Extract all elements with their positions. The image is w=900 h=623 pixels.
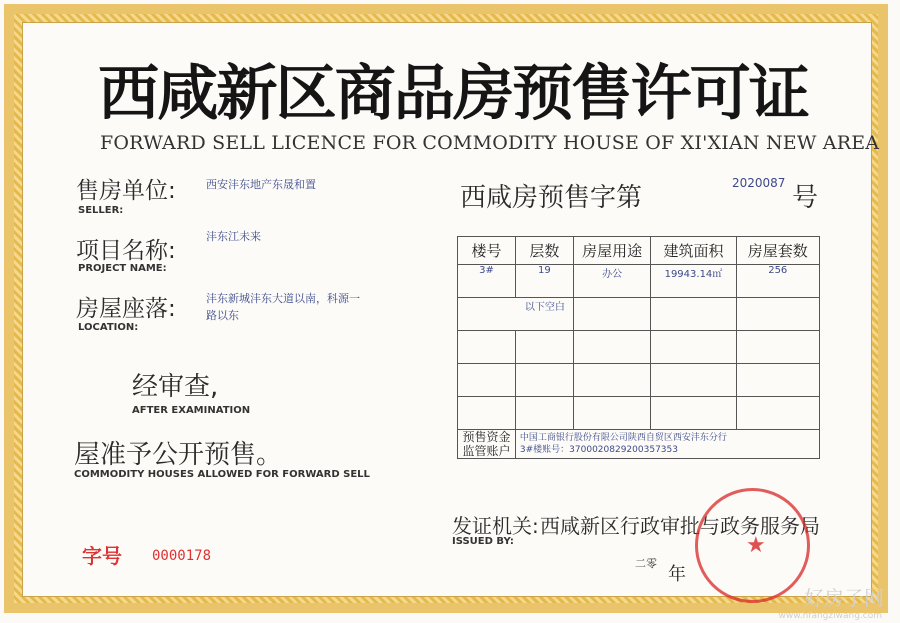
location-value-line2: 路以东 (206, 309, 239, 322)
date-year-char: 年 (668, 564, 686, 585)
table-cell-blank-note: 以下空白 (458, 298, 574, 331)
serial-number: 0000178 (152, 548, 212, 564)
table-header-row (458, 237, 820, 265)
certificate-subtitle: FORWARD SELL LICENCE FOR COMMODITY HOUSE OF XI'XIAN NEW AREA (100, 132, 880, 154)
fund-account-value (515, 430, 819, 459)
table-cell (458, 397, 516, 430)
table-header: 房屋用途 (573, 237, 651, 265)
fund-account-bank: 中国工商银行股份有限公司陕西自贸区西安沣东分行 (519, 433, 727, 443)
table-cell (515, 331, 573, 364)
issuer-label: 发证机关: (452, 514, 539, 538)
seller-value: 西安沣东地产东晟和置 (206, 178, 316, 191)
seller-label-en: SELLER: (78, 205, 124, 216)
project-value: 沣东江未来 (206, 230, 261, 243)
examination-label-en: AFTER EXAMINATION (132, 405, 251, 416)
location-label-en: LOCATION: (78, 322, 139, 333)
watermark-url: www.hfangziwang.com (778, 611, 882, 621)
building-table (457, 236, 820, 459)
table-cell (651, 397, 736, 430)
table-cell (458, 364, 516, 397)
table-header: 层数 (515, 237, 573, 265)
location-value-line1: 沣东新城沣东大道以南，科源一 (206, 292, 360, 305)
table-cell (573, 397, 651, 430)
location-label: 房屋座落: (76, 296, 176, 322)
certificate-title: 西咸新区商品房预售许可证 (98, 59, 808, 129)
permit-prefix: 西咸房预售字第 (460, 183, 643, 213)
project-label-en: PROJECT NAME: (78, 263, 167, 274)
table-cell (458, 331, 516, 364)
fund-account-number: 3#楼账号：3700020829200357353 (519, 445, 678, 455)
table-cell (651, 298, 736, 331)
table-cell (736, 331, 820, 364)
approval-prefix: 屋 (74, 440, 101, 470)
project-label: 项目名称: (76, 238, 176, 264)
fund-account-label: 预售资金监管账户 (458, 430, 516, 459)
table-header: 楼号 (458, 237, 516, 265)
table-row (458, 331, 820, 364)
table-cell (573, 364, 651, 397)
table-cell: 3# (458, 265, 516, 298)
table-cell (736, 364, 820, 397)
table-cell (736, 298, 820, 331)
table-cell (736, 397, 820, 430)
table-cell (515, 397, 573, 430)
table-row (458, 265, 820, 298)
table-cell: 19943.14㎡ (651, 265, 736, 298)
table-cell (651, 331, 736, 364)
table-cell: 办公 (573, 265, 651, 298)
table-cell (573, 331, 651, 364)
permit-number: 2020087 (732, 176, 786, 190)
issuer-value: 西咸新区行政审批与政务服务局 (540, 514, 820, 538)
issuer-label-en: ISSUED BY: (452, 536, 514, 547)
official-seal (695, 488, 810, 603)
approval-label-en: COMMODITY HOUSES ALLOWED FOR FORWARD SELL (74, 469, 370, 480)
table-cell: 256 (736, 265, 820, 298)
table-cell (515, 364, 573, 397)
table-row (458, 397, 820, 430)
table-header: 房屋套数 (736, 237, 820, 265)
table-header: 建筑面积 (651, 237, 736, 265)
examination-label: 经审查, (132, 372, 219, 402)
fund-row (458, 430, 820, 459)
table-cell (573, 298, 651, 331)
approval-label: 准予公开预售。 (100, 440, 283, 470)
table-cell: 19 (515, 265, 573, 298)
seller-label: 售房单位: (76, 178, 176, 204)
serial-label: 字号 (82, 544, 122, 568)
watermark-text: 好房子网 (804, 586, 884, 610)
table-row (458, 364, 820, 397)
seal-star-icon: ★ (746, 533, 766, 558)
table-row (458, 298, 820, 331)
permit-suffix: 号 (792, 183, 819, 213)
table-cell (651, 364, 736, 397)
date-year-label: 二零 (635, 557, 657, 570)
